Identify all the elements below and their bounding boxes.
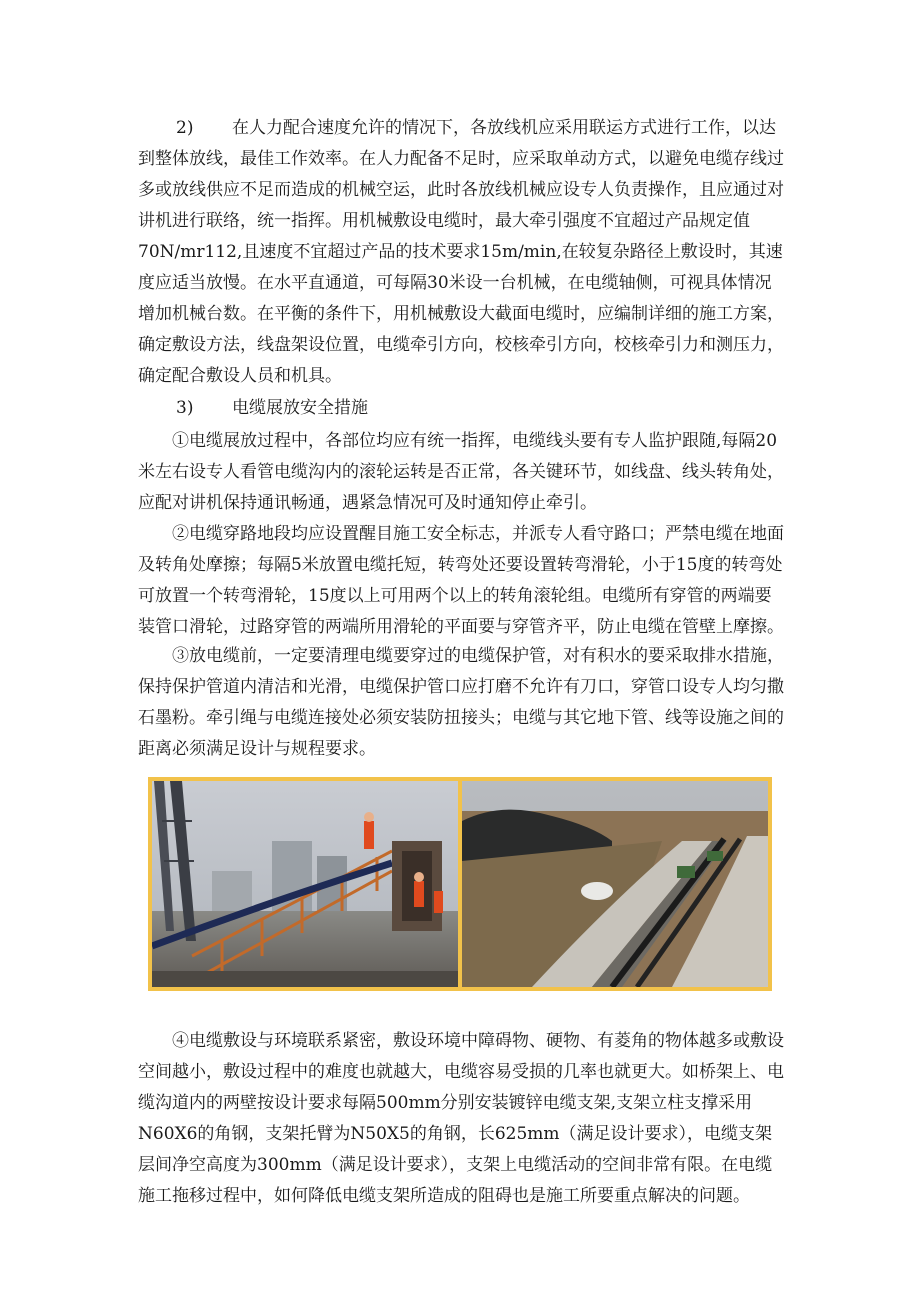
photo-cable-trench [462,781,768,987]
paragraph-item-1: ①电缆展放过程中，各部位均应有统一指挥，电缆线头要有专人监护跟随,每隔20米左右设专人看管电缆沟内的滚轮运转是否正常，各关键环节，如线盘、线头转角处，应配对讲机保持通讯畅通，遇紧急情况可及时通知停止牵引。 [138,431,784,513]
paragraph-2 [138,113,788,392]
paragraph-item-4: ④电缆敷设与环境联系紧密，敷设环境中障碍物、硬物、有菱角的物体越多或敷设空间越小，敷设过程中的难度也就越大，电缆容易受损的几率也就更大。如桥架上、电缆沟道内的两壁按设计要求每隔500mm分别安装镀锌电缆支架,支架立柱支撑采用N60X6的角钢，支架托臂为N50X5的角钢，长625mm（满足设计要求），电缆支架层间净空高度为300mm（满足设计要求），支架上电缆活动的空间非常有限。在电缆施工拖移过程中，如何降低电缆支架所造成的阻碍也是施工所要重点解决的问题。 [138,1031,784,1206]
paragraph-item-2: ②电缆穿路地段均应设置醒目施工安全标志，并派专人看守路口；严禁电缆在地面及转角处摩擦；每隔5米放置电缆托短，转弯处还要设置转弯滑轮，小于15度的转弯处可放置一个转弯滑轮，15度以上可用两个以上的转角滚轮组。电缆所有穿管的两端要装管口滑轮，过路穿管的两端所用滑轮的平面要与穿管齐平，防止电缆在管壁上摩擦。 [138,524,784,637]
paragraph-item-3: ③放电缆前，一定要清理电缆要穿过的电缆保护管，对有积水的要采取排水措施，保持保护管道内清洁和光滑，电缆保护管口应打磨不允许有刀口，穿管口设专人均匀撒石墨粉。牵引绳与电缆连接处必须安装防扭接头；电缆与其它地下管、线等设施之间的距离必须满足设计与规程要求。 [138,646,784,759]
item-number: 2) [176,118,194,138]
item-number: 3) [176,398,194,418]
paragraph-text: 在人力配合速度允许的情况下，各放线机应采用联运方式进行工作，以达到整体放线，最佳工作效率。在人力配备不足时，应采取单动方式，以避免电缆存线过多或放线供应不足而造成的机械空运，此时各放线机械应设专人负责操作，且应通过对讲机进行联络，统一指挥。用机械敷设电缆时，最大牵引强度不宜超过产品规定值70N∕mr112,且速度不宜超过产品的技术要求15m∕min,在较复杂路径上敷设时，其速度应适当放慢。在水平直通道，可每隔30米设一台机械，在电缆轴侧，可视具体情况增加机械台数。在平衡的条件下，用机械敷设大截面电缆时，应编制详细的施工方案，确定敷设方法，线盘架设位置，电缆牵引方向，校核牵引方向，校核牵引力和测压力，确定配合敷设人员和机具。 [138,118,784,386]
section-heading-3 [138,393,788,424]
heading-text: 电缆展放安全措施 [232,398,368,418]
photo-frame [148,777,772,991]
photo-cable-scaffolding [152,781,458,987]
